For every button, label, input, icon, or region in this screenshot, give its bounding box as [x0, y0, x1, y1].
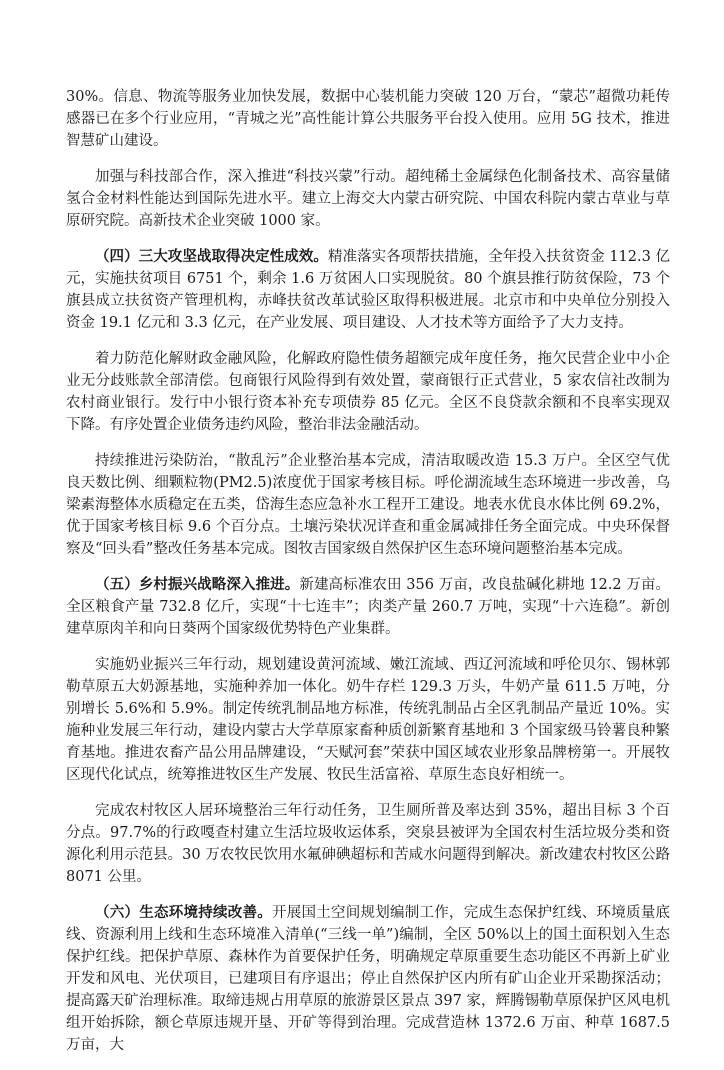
- paragraph-science: [66, 166, 670, 232]
- paragraph-dairy: [66, 654, 670, 786]
- paragraph-living-environment: [66, 800, 670, 888]
- paragraph-rural-revitalization: [66, 574, 670, 640]
- section-heading: （五）乡村振兴战略深入推进。: [95, 576, 300, 593]
- document-body: [66, 86, 670, 1070]
- paragraph-text: 持续推进污染防治，“散乱污”企业整治基本完成，清洁取暖改造 15.3 万户。全区空气优良天数比例、细颗粒物(PM2.5)浓度优于国家考核目标。呼伦湖流域生态环境进一步改善，乌梁素海整体水质稳定在五类，岱海生态应急补水工程开工建设。地表水优良水体比例 69.2%，优于国家考核目标 9.6 个百分点。土壤污染状况详查和重金属减排任务全面完成。中央环保督察及“回头看”整改任务基本完成。图牧吉国家级自然保护区生态环境问题整治基本完成。: [66, 453, 670, 557]
- paragraph-three-battles: [66, 246, 670, 334]
- paragraph-text: 完成农村牧区人居环境整治三年行动任务，卫生厕所普及率达到 35%，超出目标 3 个百分点。97.7%的行政嘎查村建立生活垃圾收运体系，突泉县被评为全国农村生活垃圾分类和资源化利用示范县。30 万农牧民饮用水氟砷碘超标和苦咸水问题得到解决。新改建农村牧区公路 8071 公里。: [66, 803, 670, 885]
- paragraph-text: 实施奶业振兴三年行动，规划建设黄河流域、嫩江流域、西辽河流域和呼伦贝尔、锡林郭勒草原五大奶源基地，实施种养加一体化。奶牛存栏 129.3 万头，牛奶产量 611.5 万吨，分别增长 5.6%和 5.9%。制定传统乳制品地方标准，传统乳制品占全区乳制品产量近 10%。实施种业发展三年行动，建设内蒙古大学草原家畜种质创新繁育基地和 3 个国家级马铃薯良种繁育基地。推进农畜产品公用品牌建设，“天赋河套”荣获中国区域农业形象品牌榜第一。开展牧区现代化试点，统筹推进牧区生产发展、牧民生活富裕、草原生态良好相统一。: [66, 657, 670, 783]
- paragraph-ecology: [66, 902, 670, 1056]
- paragraph-text: 开展国土空间规划编制工作，完成生态保护红线、环境质量底线、资源利用上线和生态环境准入清单(“三线一单”)编制，全区 50%以上的国土面积划入生态保护红线。把保护草原、森林作为首要保护任务，明确规定草原重要生态功能区不再新上矿业开发和风电、光伏项目，已建项目有序退出；停止自然保护区内所有矿山企业开采勘探活动；提高露天矿治理标准。取缔违规占用草原的旅游景区景点 397 家，辉腾锡勒草原保护区风电机组开始拆除，额仑草原违规开垦、开矿等得到治理。完成营造林 1372.6 万亩、种草 1687.5 万亩，大: [66, 905, 670, 1053]
- section-heading: （四）三大攻坚战取得决定性成效。: [95, 248, 328, 265]
- paragraph-text: 精准落实各项帮扶措施，全年投入扶贫资金 112.3 亿元，实施扶贫项目 6751 个，剩余 1.6 万贫困人口实现脱贫。80 个旗县推行防贫保险，73 个旗县成立扶贫资产管理机构，赤峰扶贫改革试验区取得积极进展。北京市和中央单位分别投入资金 19.1 亿元和 3.3 亿元，在产业发展、项目建设、人才技术等方面给予了大力支持。: [66, 249, 670, 331]
- paragraph-text: 30%。信息、物流等服务业加快发展，数据中心装机能力突破 120 万台，“蒙芯”超微功耗传感器已在多个行业应用，“青城之光”高性能计算公共服务平台投入使用。应用 5G 技术，推进智慧矿山建设。: [66, 89, 670, 149]
- paragraph-text: 着力防范化解财政金融风险，化解政府隐性债务超额完成年度任务，拖欠民营企业中小企业无分歧账款全部清偿。包商银行风险得到有效处置，蒙商银行正式营业，5 家农信社改制为农村商业银行。发行中小银行资本补充专项债券 85 亿元。全区不良贷款余额和不良率实现双下降。有序处置企业债务违约风险，整治非法金融活动。: [66, 351, 670, 433]
- paragraph-services: [66, 86, 670, 152]
- section-heading: （六）生态环境持续改善。: [95, 904, 272, 921]
- paragraph-financial-risk: [66, 348, 670, 436]
- paragraph-text: 新建高标准农田 356 万亩，改良盐碱化耕地 12.2 万亩。全区粮食产量 732.8 亿斤，实现“十七连丰”；肉类产量 260.7 万吨，实现“十六连稳”。新创建草原肉羊和向日葵两个国家级优势特色产业集群。: [66, 577, 670, 637]
- paragraph-text: 加强与科技部合作，深入推进“科技兴蒙”行动。超纯稀土金属绿色化制备技术、高容量储氢合金材料性能达到国际先进水平。建立上海交大内蒙古研究院、中国农科院内蒙古草业与草原研究院。高新技术企业突破 1000 家。: [66, 169, 670, 229]
- paragraph-pollution: [66, 450, 670, 560]
